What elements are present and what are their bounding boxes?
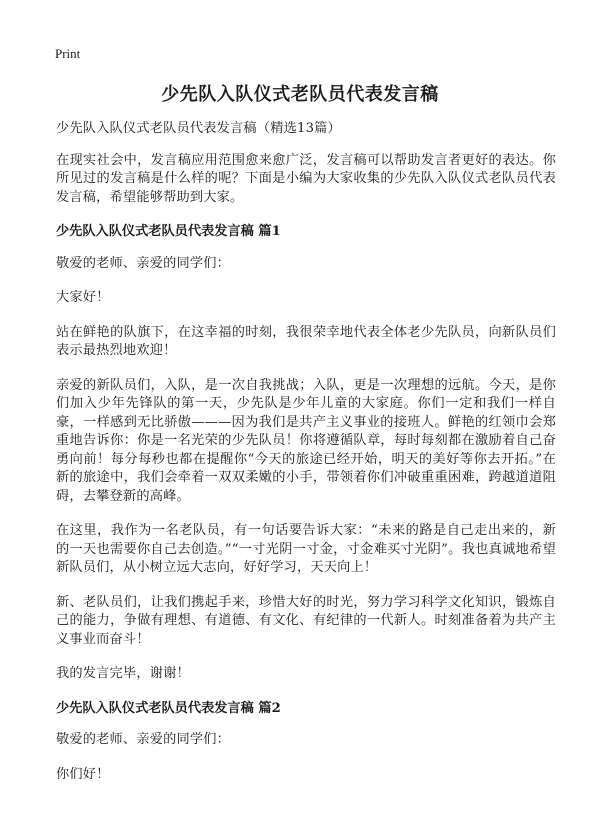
section-heading-2: 少先队入队仪式老队员代表发言稿 篇2 [56,700,281,716]
section-2-greeting: 你们好！ [56,766,110,782]
section-heading-1: 少先队入队仪式老队员代表发言稿 篇1 [56,224,281,239]
document-subtitle: 少先队入队仪式老队员代表发言稿（精选13篇） [56,121,341,136]
section-1-paragraph: 我的发言完毕，谢谢！ [56,666,190,681]
intro-paragraph: 在现实社会中，发言稿应用范围愈来愈广泛，发言稿可以帮助发言者更好的表达。你所见过的发言稿是什么样的呢？下面是小编为大家收集的少先队入队仪式老队员代表发言稿，希望能够帮助到大家。 [56,152,556,205]
document-body [56,120,556,800]
section-1-paragraph: 站在鲜艳的队旗下，在这幸福的时刻，我很荣幸地代表全体老少先队员，向新队员们表示最热烈地欢迎！ [56,324,556,358]
section-1-paragraph: 新、老队员们，让我们携起手来，珍惜大好的时光，努力学习科学文化知识，锻炼自己的能力，争做有理想、有道德、有文化、有纪律的一代新人。时刻准备着为共产主义事业而奋斗！ [56,594,556,647]
section-2-salutation: 敬爱的老师、亲爱的同学们： [56,732,231,747]
section-1-salutation: 敬爱的老师、亲爱的同学们： [56,255,231,271]
section-1-paragraph: 在这里，我作为一名老队员，有一句话要告诉大家：“未来的路是自己走出来的，新的一天也需要你自己去创造。”“一寸光阴一寸金，寸金难买寸光阴”。我也真诚地希望新队员们，从小树立远大志向，好好学习，天天向上！ [56,523,556,575]
print-link[interactable]: Print [55,46,81,61]
section-1-paragraph: 亲爱的新队员们，入队，是一次自我挑战；入队，更是一次理想的远航。今天，是你们加入少年先锋队的第一天，少先队是少年儿童的大家庭。你们一定和我们一样自豪，一样感到无比骄傲———因为我们是共产主义事业的接班人。鲜艳的红领巾会郑重地告诉你：你是一名光荣的少先队员！你将遵循队章，每时每刻都在激励着自己奋勇向前！每分每秒也都在提醒你“今天的旅途已经开始，明天的美好等你去开拓。”在新的旅途中，我们会牵着一双双柔嫩的小手，带领着你们冲破重重困难，跨越道道阻碍，去攀登新的高峰。 [56,377,556,504]
section-1-greeting: 大家好！ [56,290,110,305]
page-title: 少先队入队仪式老队员代表发言稿 [161,84,439,105]
